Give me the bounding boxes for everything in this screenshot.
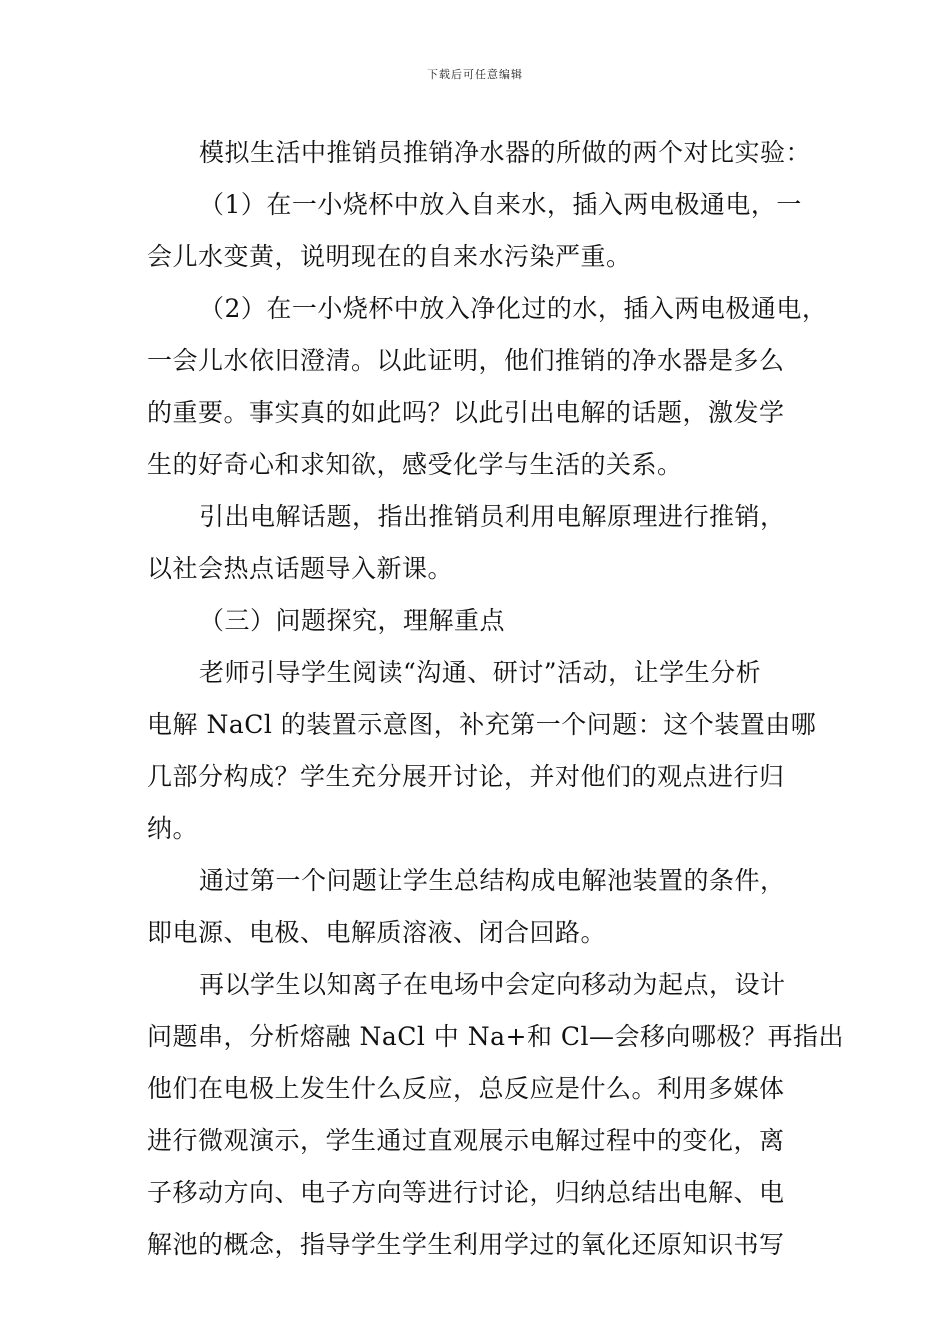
document-body bbox=[147, 127, 845, 1271]
paragraph-line: 即电源、电极、电解质溶液、闭合回路。 bbox=[147, 918, 607, 947]
paragraph-line: 进行微观演示，学生通过直观展示电解过程中的变化，离 bbox=[147, 1126, 785, 1155]
paragraph-line: （2）在一小烧杯中放入净化过的水，插入两电极通电， bbox=[199, 294, 828, 323]
paragraph-line: 的重要。事实真的如此吗？以此引出电解的话题，激发学 bbox=[147, 398, 785, 427]
paragraph-line: 纳。 bbox=[147, 814, 199, 843]
paragraph-line: 一会儿水依旧澄清。以此证明，他们推销的净水器是多么 bbox=[147, 346, 785, 375]
paragraph-line: 电解 NaCl 的装置示意图，补充第一个问题：这个装置由哪 bbox=[147, 710, 817, 739]
paragraph-line: 以社会热点话题导入新课。 bbox=[147, 554, 454, 583]
paragraph-line: 问题串，分析熔融 NaCl 中 Na+和 Cl—会移向哪极？再指出 bbox=[147, 1022, 845, 1051]
section-heading: （三）问题探究，理解重点 bbox=[199, 606, 506, 635]
paragraph-line: 通过第一个问题让学生总结构成电解池装置的条件， bbox=[199, 866, 786, 895]
paragraph-line: 解池的概念，指导学生学生利用学过的氧化还原知识书写 bbox=[147, 1230, 785, 1259]
page-header: 下载后可任意编辑 bbox=[427, 68, 523, 81]
paragraph-line: 老师引导学生阅读“沟通、研讨”活动，让学生分析 bbox=[199, 658, 762, 687]
paragraph-line: （1）在一小烧杯中放入自来水，插入两电极通电，一 bbox=[199, 190, 802, 219]
paragraph-line: 生的好奇心和求知欲，感受化学与生活的关系。 bbox=[147, 450, 683, 479]
paragraph-line: 引出电解话题，指出推销员利用电解原理进行推销， bbox=[199, 502, 786, 531]
paragraph-line: 再以学生以知离子在电场中会定向移动为起点，设计 bbox=[199, 970, 786, 999]
paragraph-line: 子移动方向、电子方向等进行讨论，归纳总结出电解、电 bbox=[147, 1178, 785, 1207]
paragraph-line: 会儿水变黄，说明现在的自来水污染严重。 bbox=[147, 242, 632, 271]
paragraph-line: 他们在电极上发生什么反应，总反应是什么。利用多媒体 bbox=[147, 1074, 785, 1103]
paragraph-line: 模拟生活中推销员推销净水器的所做的两个对比实验： bbox=[199, 138, 812, 167]
paragraph-line: 几部分构成？学生充分展开讨论，并对他们的观点进行归 bbox=[147, 762, 785, 791]
